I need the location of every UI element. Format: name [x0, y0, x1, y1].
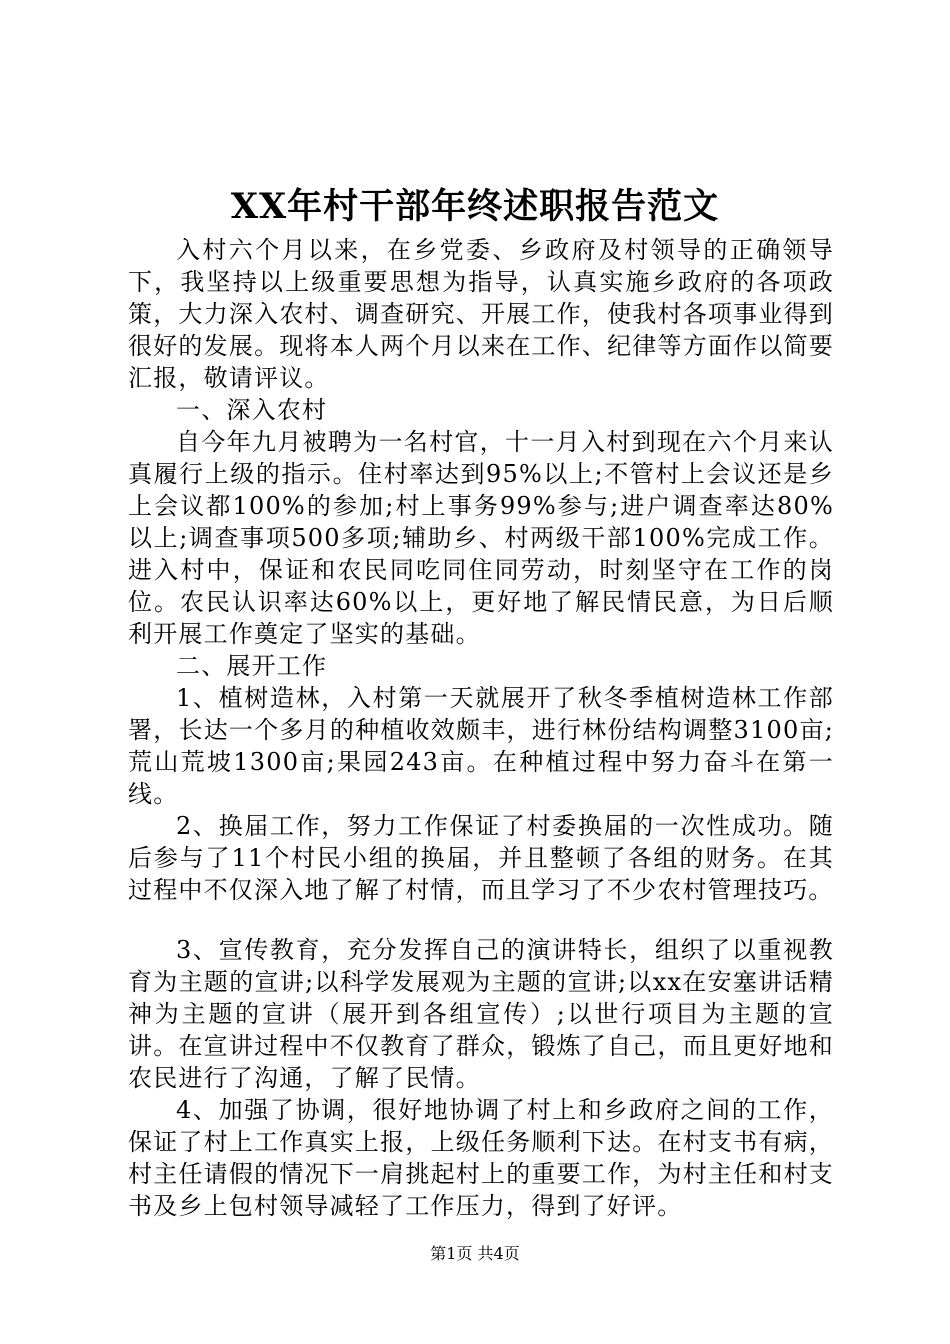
section-heading-2: 二、展开工作	[176, 652, 328, 680]
paragraph-spacer	[128, 906, 834, 934]
work-item-2: 2、换届工作，努力工作保证了村委换届的一次性成功。随后参与了11个村民小组的换届，并且整顿了各组的财务。在其过程中不仅深入地了解了村情，而且学习了不少农村管理技巧。	[128, 812, 834, 904]
work-item-4: 4、加强了协调，很好地协调了村上和乡政府之间的工作，保证了村上工作真实上报，上级任务顺利下达。在村支书有病，村主任请假的情况下一肩挑起村上的重要工作，为村主任和村支书及乡上包村领导减轻了工作压力，得到了好评。	[128, 1096, 834, 1220]
document-body	[128, 234, 834, 1222]
section-heading-1: 一、深入农村	[176, 396, 328, 424]
intro-paragraph: 入村六个月以来，在乡党委、乡政府及村领导的正确领导下，我坚持以上级重要思想为指导，认真实施乡政府的各项政策，大力深入农村、调查研究、开展工作，使我村各项事业得到很好的发展。现将本人两个月以来在工作、纪律等方面作以简要汇报，敬请评议。	[128, 236, 834, 392]
document-title: XX年村干部年终述职报告范文	[230, 186, 720, 227]
page-footer: 第1页 共4页	[430, 1244, 520, 1263]
section-1-paragraph: 自今年九月被聘为一名村官，十一月入村到现在六个月来认真履行上级的指示。住村率达到95%以上;不管村上会议还是乡上会议都100%的参加;村上事务99%参与;进户调查率达80%以上;调查事项500多项;辅助乡、村两级干部100%完成工作。进入村中，保证和农民同吃同住同劳动，时刻坚守在工作的岗位。农民认识率达60%以上，更好地了解民情民意，为日后顺利开展工作奠定了坚实的基础。	[128, 428, 834, 648]
work-item-3: 3、宣传教育，充分发挥自己的演讲特长，组织了以重视教育为主题的宣讲;以科学发展观为主题的宣讲;以xx在安塞讲话精神为主题的宣讲（展开到各组宣传）;以世行项目为主题的宣讲。在宣讲过程中不仅教育了群众，锻炼了自己，而且更好地和农民进行了沟通，了解了民情。	[128, 936, 834, 1092]
work-item-1: 1、植树造林，入村第一天就展开了秋冬季植树造林工作部署，长达一个多月的种植收效颇丰，进行林份结构调整3100亩;荒山荒坡1300亩;果园243亩。在种植过程中努力奋斗在第一线。	[128, 684, 834, 808]
